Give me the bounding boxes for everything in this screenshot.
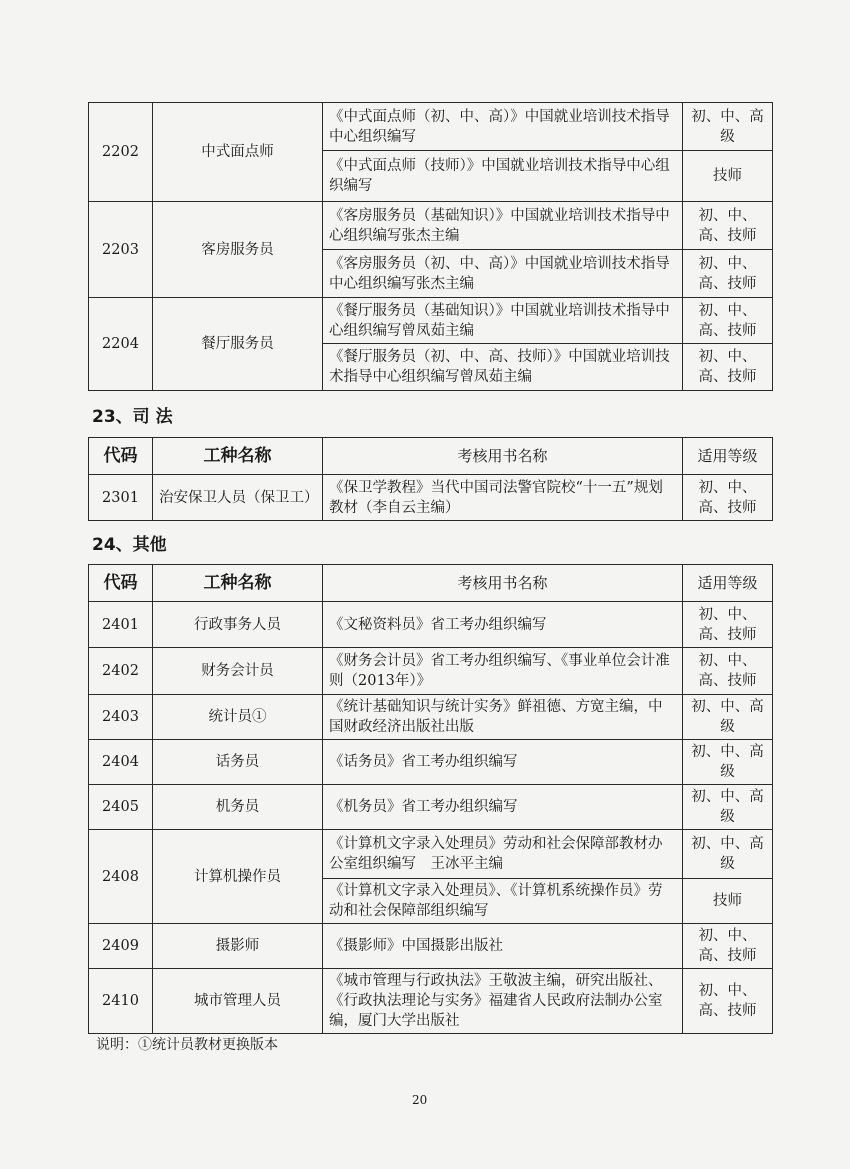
job-name-cell: 摄影师	[153, 924, 323, 969]
code-cell: 2402	[89, 648, 153, 695]
table-row	[89, 695, 773, 740]
code-cell: 2403	[89, 695, 153, 740]
level-cell: 初、中、高、技师	[683, 202, 773, 250]
book-cell: 《餐厅服务员（基础知识）》中国就业培训技术指导中心组织编写曾凤茹主编	[323, 298, 683, 344]
section-heading-other: 24、其他	[92, 535, 167, 555]
code-cell: 2409	[89, 924, 153, 969]
level-cell: 初、中、高、技师	[683, 969, 773, 1034]
table-header-row	[89, 438, 773, 475]
book-cell: 《话务员》省工考办组织编写	[323, 740, 683, 785]
job-name-cell: 城市管理人员	[153, 969, 323, 1034]
job-name-cell: 计算机操作员	[153, 830, 323, 924]
book-cell: 《计算机文字录入处理员》、《计算机系统操作员》劳动和社会保障部组织编写	[323, 879, 683, 924]
job-name-cell: 中式面点师	[153, 103, 323, 202]
footnote: 说明：①统计员教材更换版本	[96, 1037, 278, 1053]
job-name-cell: 治安保卫人员（保卫工）	[153, 475, 323, 521]
table-row	[89, 830, 773, 879]
job-name-cell: 行政事务人员	[153, 602, 323, 648]
job-name-cell: 餐厅服务员	[153, 298, 323, 391]
book-cell: 《财务会计员》省工考办组织编写、《事业单位会计准则（2013年）》	[323, 648, 683, 695]
header-book-name: 考核用书名称	[323, 438, 683, 475]
level-cell: 初、中、高、技师	[683, 924, 773, 969]
book-cell: 《文秘资料员》省工考办组织编写	[323, 602, 683, 648]
table-continued-services	[88, 102, 773, 391]
table-row	[89, 202, 773, 250]
level-cell: 初、中、高级	[683, 785, 773, 830]
table-row	[89, 740, 773, 785]
level-cell: 初、中、高级	[683, 830, 773, 879]
book-cell: 《中式面点师（初、中、高）》中国就业培训技术指导中心组织编写	[323, 103, 683, 151]
job-name-cell: 话务员	[153, 740, 323, 785]
level-cell: 技师	[683, 151, 773, 202]
book-cell: 《统计基础知识与统计实务》鲜祖德、方宽主编，中国财政经济出版社出版	[323, 695, 683, 740]
book-cell: 《保卫学教程》当代中国司法警官院校“十一五”规划教材（李自云主编）	[323, 475, 683, 521]
code-cell: 2401	[89, 602, 153, 648]
table-row	[89, 924, 773, 969]
book-cell: 《客房服务员（初、中、高）》中国就业培训技术指导中心组织编写张杰主编	[323, 250, 683, 298]
job-name-cell: 机务员	[153, 785, 323, 830]
code-cell: 2405	[89, 785, 153, 830]
header-code: 代码	[89, 438, 153, 475]
level-cell: 初、中、高级	[683, 695, 773, 740]
book-cell: 《中式面点师（技师）》中国就业培训技术指导中心组织编写	[323, 151, 683, 202]
table-row	[89, 648, 773, 695]
book-cell: 《摄影师》中国摄影出版社	[323, 924, 683, 969]
page-number: 20	[412, 1093, 428, 1107]
header-code: 代码	[89, 565, 153, 602]
level-cell: 初、中、高、技师	[683, 475, 773, 521]
table-row	[89, 602, 773, 648]
header-job-name: 工种名称	[153, 438, 323, 475]
level-cell: 初、中、高、技师	[683, 602, 773, 648]
level-cell: 初、中、高、技师	[683, 648, 773, 695]
table-other	[88, 564, 773, 1034]
table-row	[89, 103, 773, 151]
level-cell: 技师	[683, 879, 773, 924]
book-cell: 《客房服务员（基础知识）》中国就业培训技术指导中心组织编写张杰主编	[323, 202, 683, 250]
book-cell: 《餐厅服务员（初、中、高、技师）》中国就业培训技术指导中心组织编写曾凤茹主编	[323, 344, 683, 391]
code-cell: 2301	[89, 475, 153, 521]
book-cell: 《计算机文字录入处理员》劳动和社会保障部教材办公室组织编写 王冰平主编	[323, 830, 683, 879]
header-book-name: 考核用书名称	[323, 565, 683, 602]
job-name-cell: 客房服务员	[153, 202, 323, 298]
header-level: 适用等级	[683, 438, 773, 475]
table-row	[89, 785, 773, 830]
book-cell: 《机务员》省工考办组织编写	[323, 785, 683, 830]
code-cell: 2204	[89, 298, 153, 391]
table-judicial	[88, 437, 773, 521]
section-heading-judicial: 23、司 法	[92, 407, 173, 427]
level-cell: 初、中、高、技师	[683, 250, 773, 298]
level-cell: 初、中、高、技师	[683, 298, 773, 344]
table-row	[89, 969, 773, 1034]
level-cell: 初、中、高级	[683, 103, 773, 151]
header-level: 适用等级	[683, 565, 773, 602]
table-header-row	[89, 565, 773, 602]
code-cell: 2410	[89, 969, 153, 1034]
code-cell: 2408	[89, 830, 153, 924]
book-cell: 《城市管理与行政执法》王敬波主编，研究出版社、《行政执法理论与实务》福建省人民政府法制办公室编，厦门大学出版社	[323, 969, 683, 1034]
header-job-name: 工种名称	[153, 565, 323, 602]
code-cell: 2404	[89, 740, 153, 785]
level-cell: 初、中、高级	[683, 740, 773, 785]
job-name-cell: 统计员①	[153, 695, 323, 740]
table-row	[89, 298, 773, 344]
code-cell: 2203	[89, 202, 153, 298]
code-cell: 2202	[89, 103, 153, 202]
job-name-cell: 财务会计员	[153, 648, 323, 695]
table-row	[89, 475, 773, 521]
level-cell: 初、中、高、技师	[683, 344, 773, 391]
